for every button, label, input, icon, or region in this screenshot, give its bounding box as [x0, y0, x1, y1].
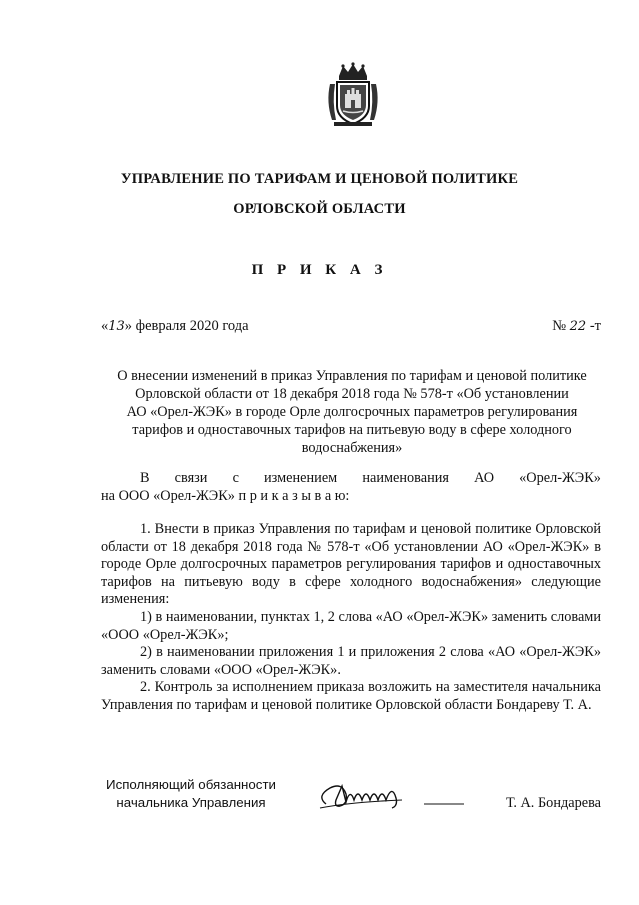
order-number	[552, 318, 601, 335]
document-type-title: П Р И К А З	[251, 262, 388, 278]
signatory-name: Т. А. Бондарева	[506, 795, 601, 811]
date-open-quote: «	[101, 318, 109, 334]
preamble-line1	[101, 470, 601, 488]
date-month-year: » февраля 2020 года	[124, 318, 249, 334]
subject-line: водоснабжения»	[301, 440, 403, 456]
preamble-word: с	[232, 470, 239, 486]
point-1: 1. Внести в приказ Управления по тарифам и ценовой политике Орловской области от 18 декабря 2018 года № 578-т «Об установлении АО «Орел-ЖЭК» в городе Орле долгосрочных параметров регулирования тарифов и одноставочных тарифов на питьевую воду в сфере холодного водоснабжения» следующие изменения:	[101, 521, 601, 607]
subject-line: О внесении изменений в приказ Управления по тарифам и ценовой политике	[117, 368, 587, 384]
date-day-handwritten: 13	[108, 319, 125, 334]
subject-line: АО «Орел-ЖЭК» в городе Орле долгосрочных параметров регулирования	[126, 404, 578, 420]
point-1-subitem-1: 1) в наименовании, пунктах 1, 2 слова «АО «Орел-ЖЭК» заменить словами «ООО «Орел-ЖЭК»;	[101, 609, 601, 643]
organization-name-line1: УПРАВЛЕНИЕ ПО ТАРИФАМ И ЦЕНОВОЙ ПОЛИТИКЕ	[120, 171, 519, 187]
subject-line: тарифов и одноставочных тарифов на питьевую воду в сфере холодного	[132, 422, 572, 438]
order-date	[101, 318, 249, 335]
point-1-subitem-2: 2) в наименовании приложения 1 и приложения 2 слова «АО «Орел-ЖЭК» заменить словами «ООО «Орел-ЖЭК».	[101, 644, 601, 678]
signatory-position-line1: Исполняющий обязанности	[106, 777, 276, 792]
order-subject	[95, 367, 609, 457]
coat-of-arms-icon	[326, 62, 380, 128]
subject-line: Орловской области от 18 декабря 2018 года № 578-т «Об установлении	[135, 386, 569, 402]
preamble-word: изменением	[264, 470, 338, 486]
handwritten-signature-icon	[312, 774, 472, 814]
organization-name-line2: ОРЛОВСКОЙ ОБЛАСТИ	[233, 201, 406, 217]
preamble	[101, 470, 601, 505]
signatory-position	[101, 776, 281, 812]
order-number-suffix: -т	[589, 318, 601, 334]
preamble-word: связи	[174, 470, 208, 486]
preamble-word: «Орел-ЖЭК»	[519, 470, 601, 486]
order-number-handwritten: 22	[569, 319, 587, 334]
signatory-position-line2: начальника Управления	[116, 795, 266, 810]
order-number-prefix: №	[552, 318, 567, 334]
point-2: 2. Контроль за исполнением приказа возложить на заместителя начальника Управления по тарифам и ценовой политике Орловской области Бондареву Т. А.	[101, 679, 601, 713]
preamble-word: наименования	[362, 470, 449, 486]
preamble-word: АО	[474, 470, 495, 486]
preamble-word: В	[140, 470, 150, 486]
preamble-line2: на ООО «Орел-ЖЭК» п р и к а з ы в а ю:	[101, 487, 350, 504]
